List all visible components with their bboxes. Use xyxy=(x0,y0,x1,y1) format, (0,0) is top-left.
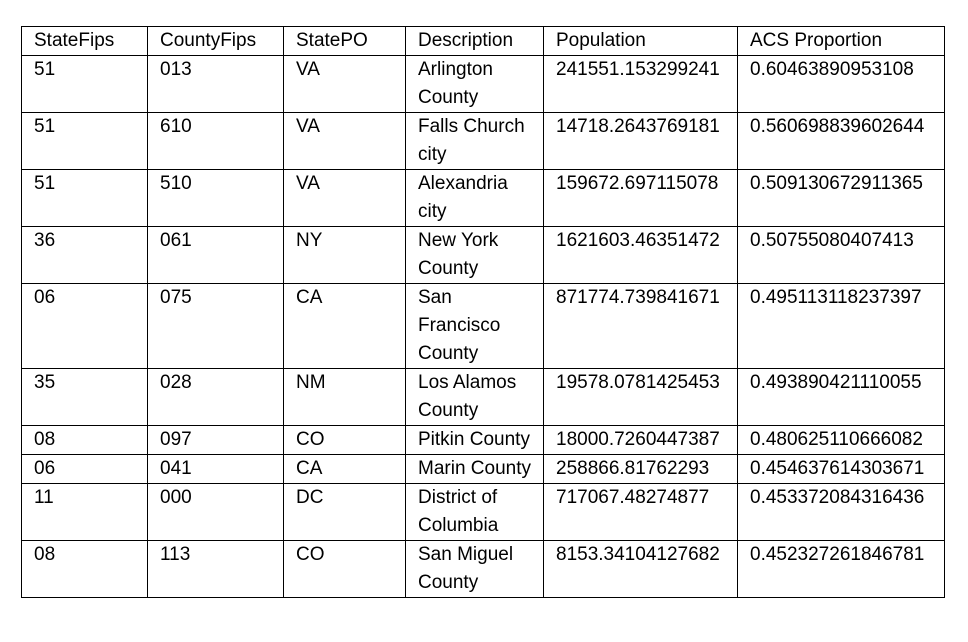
cell-statefips: 36 xyxy=(22,227,148,284)
cell-description: Marin County xyxy=(406,455,544,484)
cell-statefips: 11 xyxy=(22,484,148,541)
cell-statefips: 35 xyxy=(22,369,148,426)
cell-acs-proportion: 0.50755080407413 xyxy=(738,227,945,284)
cell-statepo: NM xyxy=(284,369,406,426)
cell-statepo: NY xyxy=(284,227,406,284)
table-row xyxy=(22,426,945,455)
cell-population: 8153.34104127682 xyxy=(544,541,738,598)
cell-statefips: 06 xyxy=(22,455,148,484)
table-row xyxy=(22,284,945,369)
cell-acs-proportion: 0.454637614303671 xyxy=(738,455,945,484)
table-row xyxy=(22,170,945,227)
table-row xyxy=(22,113,945,170)
cell-countyfips: 097 xyxy=(148,426,284,455)
header-countyfips: CountyFips xyxy=(148,27,284,56)
cell-statefips: 08 xyxy=(22,426,148,455)
header-statefips: StateFips xyxy=(22,27,148,56)
cell-population: 159672.697115078 xyxy=(544,170,738,227)
cell-countyfips: 510 xyxy=(148,170,284,227)
header-statepo: StatePO xyxy=(284,27,406,56)
cell-countyfips: 610 xyxy=(148,113,284,170)
table-row xyxy=(22,369,945,426)
cell-statepo: VA xyxy=(284,56,406,113)
cell-description: New York County xyxy=(406,227,544,284)
cell-population: 241551.153299241 xyxy=(544,56,738,113)
cell-statefips: 51 xyxy=(22,113,148,170)
cell-description: Alexandria city xyxy=(406,170,544,227)
cell-acs-proportion: 0.452327261846781 xyxy=(738,541,945,598)
cell-countyfips: 061 xyxy=(148,227,284,284)
cell-statepo: CA xyxy=(284,455,406,484)
cell-countyfips: 013 xyxy=(148,56,284,113)
data-table xyxy=(21,26,945,598)
cell-acs-proportion: 0.495113118237397 xyxy=(738,284,945,369)
cell-countyfips: 041 xyxy=(148,455,284,484)
cell-acs-proportion: 0.480625110666082 xyxy=(738,426,945,455)
table-row xyxy=(22,484,945,541)
cell-statepo: CO xyxy=(284,426,406,455)
header-description: Description xyxy=(406,27,544,56)
table-row xyxy=(22,541,945,598)
cell-acs-proportion: 0.60463890953108 xyxy=(738,56,945,113)
cell-description: District of Columbia xyxy=(406,484,544,541)
cell-acs-proportion: 0.509130672911365 xyxy=(738,170,945,227)
cell-countyfips: 075 xyxy=(148,284,284,369)
cell-statefips: 08 xyxy=(22,541,148,598)
cell-statepo: CA xyxy=(284,284,406,369)
cell-countyfips: 113 xyxy=(148,541,284,598)
cell-description: San Miguel County xyxy=(406,541,544,598)
cell-description: Arlington County xyxy=(406,56,544,113)
cell-population: 18000.7260447387 xyxy=(544,426,738,455)
cell-acs-proportion: 0.560698839602644 xyxy=(738,113,945,170)
table-row xyxy=(22,455,945,484)
cell-statepo: DC xyxy=(284,484,406,541)
cell-population: 717067.48274877 xyxy=(544,484,738,541)
cell-countyfips: 000 xyxy=(148,484,284,541)
table-row xyxy=(22,56,945,113)
cell-statefips: 51 xyxy=(22,56,148,113)
cell-statefips: 06 xyxy=(22,284,148,369)
header-population: Population xyxy=(544,27,738,56)
cell-population: 871774.739841671 xyxy=(544,284,738,369)
cell-countyfips: 028 xyxy=(148,369,284,426)
cell-description: Falls Church city xyxy=(406,113,544,170)
cell-statepo: CO xyxy=(284,541,406,598)
header-acs-proportion: ACS Proportion xyxy=(738,27,945,56)
cell-description: Pitkin County xyxy=(406,426,544,455)
cell-population: 1621603.46351472 xyxy=(544,227,738,284)
cell-statefips: 51 xyxy=(22,170,148,227)
table-row xyxy=(22,227,945,284)
cell-population: 14718.2643769181 xyxy=(544,113,738,170)
cell-population: 19578.0781425453 xyxy=(544,369,738,426)
cell-description: Los Alamos County xyxy=(406,369,544,426)
cell-population: 258866.81762293 xyxy=(544,455,738,484)
cell-statepo: VA xyxy=(284,113,406,170)
header-row xyxy=(22,27,945,56)
cell-statepo: VA xyxy=(284,170,406,227)
cell-acs-proportion: 0.493890421110055 xyxy=(738,369,945,426)
cell-acs-proportion: 0.453372084316436 xyxy=(738,484,945,541)
cell-description: San Francisco County xyxy=(406,284,544,369)
